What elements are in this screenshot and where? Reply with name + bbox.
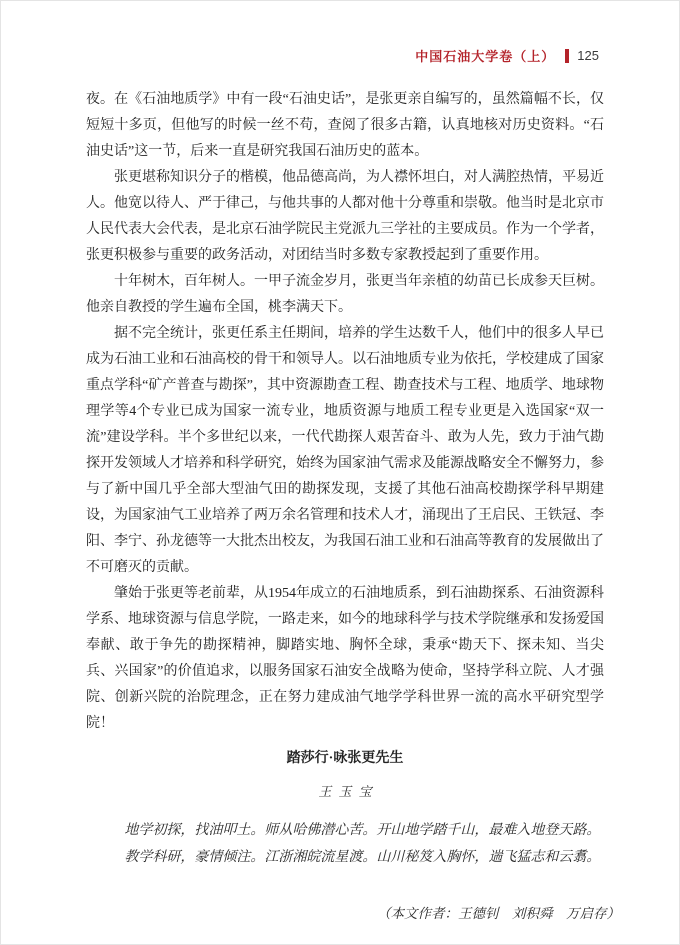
byline: （本文作者：王德钊 刘积舜 万启存） xyxy=(377,906,620,921)
paragraph: 据不完全统计，张更任系主任期间，培养的学生达数千人，他们中的很多人早已成为石油工业和石油高校的骨干和领导人。以石油地质专业为依托，学校建成了国家重点学科“矿产普查与勘探”，其中资源勘查工程、勘查技术与工程、地质学、地球物理学等4个专业已成为国家一流专业，地质资源与地质工程专业更是入选国家“双一流”建设学科。半个多世纪以来，一代代勘探人艰苦奋斗、敢为人先，致力于油气勘探开发领域人才培养和科学研究，始终为国家油气需求及能源战略安全不懈努力，参与了新中国几乎全部大型油气田的勘探发现，支援了其他石油高校勘探学科早期建设，为国家油气工业培养了两万余名管理和技术人才，涌现出了王启民、王铁冠、李阳、李宁、孙龙德等一大批杰出校友，为我国石油工业和石油高等教育的发展做出了不可磨灭的贡献。 xyxy=(86,326,604,575)
poem-author: 王玉宝 xyxy=(318,784,379,799)
header-divider-bar-icon xyxy=(565,49,569,63)
paragraph: 十年树木，百年树人。一甲子流金岁月，张更当年亲植的幼苗已长成参天巨树。他亲自教授的学生遍布全国，桃李满天下。 xyxy=(86,274,604,315)
paragraph: 夜。在《石油地质学》中有一段“石油史话”，是张更亲自编写的，虽然篇幅不长，仅短短十多页，但他写的时候一丝不苟，查阅了很多古籍，认真地核对历史资料。“石油史话”这一节，后来一直是研究我国石油历史的蓝本。 xyxy=(86,92,604,159)
poem-lines xyxy=(86,817,604,871)
article-body xyxy=(86,87,604,737)
poem-line: 地学初探，找油叩土。师从哈佛潜心苦。开山地学踏千山，最难入地登天路。 xyxy=(124,823,601,838)
paragraph: 肇始于张更等老前辈，从1954年成立的石油地质系，到石油勘探系、石油资源科学系、地球资源与信息学院，一路走来，如今的地球科学与技术学院继承和发扬爱国奉献、敢于争先的勘探精神，脚踏实地、胸怀全球，秉承“勘天下、探未知、当尖兵、兴国家”的价值追求，以服务国家石油安全战略为使命，坚持学科立院、人才强院、创新兴院的治院理念，正在努力建成油气地学学科世界一流的高水平研究型学院！ xyxy=(86,586,604,731)
page-number: 125 xyxy=(577,48,599,63)
poem-title: 踏莎行·咏张更先生 xyxy=(286,751,404,766)
poem-line: 教学科研，豪情倾注。江浙湘皖流星渡。山川秘笈入胸怀，遄飞猛志和云翥。 xyxy=(124,850,601,865)
poem-section xyxy=(86,746,604,871)
article-content xyxy=(86,87,620,938)
running-header xyxy=(415,46,599,65)
paragraph: 张更堪称知识分子的楷模，他品德高尚，为人襟怀坦白，对人满腔热情，平易近人。他宽以待人、严于律己，与他共事的人都对他十分尊重和崇敬。他当时是北京市人民代表大会代表，是北京石油学院民主党派九三学社的主要成员。作为一个学者，张更积极参与重要的政务活动，对团结当时多数专家教授起到了重要作用。 xyxy=(86,170,604,263)
volume-title: 中国石油大学卷（上） xyxy=(415,49,556,64)
